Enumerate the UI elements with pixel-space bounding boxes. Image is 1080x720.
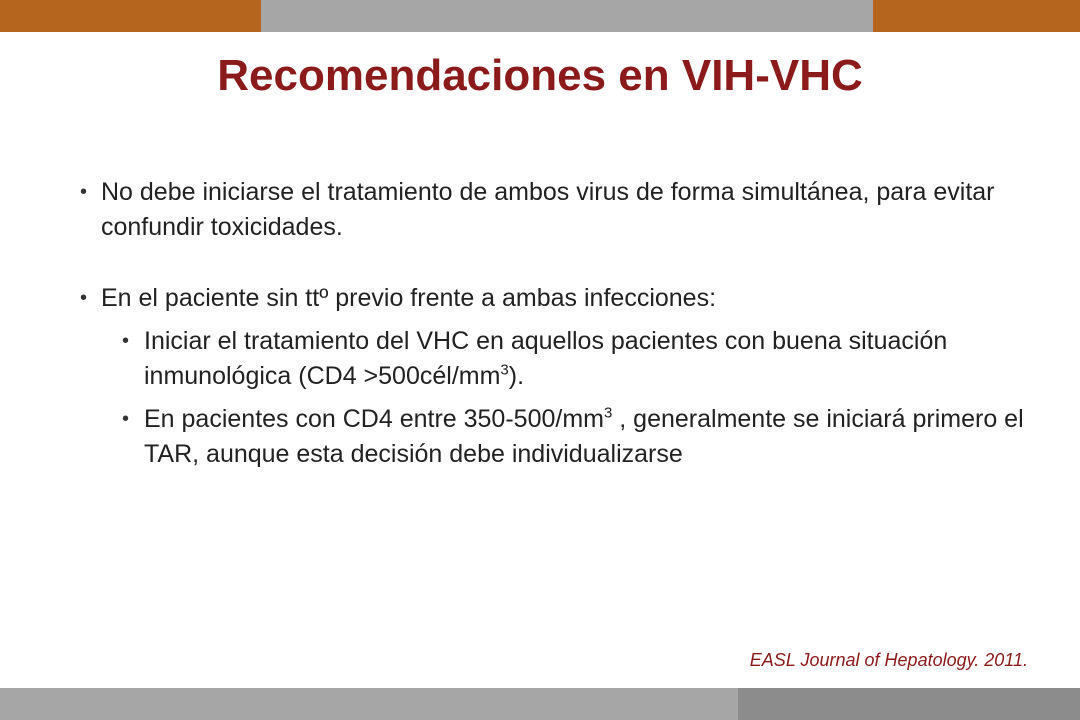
header-band-right bbox=[873, 0, 1080, 32]
slide-title: Recomendaciones en VIH-VHC bbox=[217, 51, 863, 100]
slide-body bbox=[60, 175, 1050, 472]
superscript: 3 bbox=[603, 404, 613, 422]
footer-band-left bbox=[0, 688, 738, 720]
bullet-icon: • bbox=[80, 287, 88, 309]
sub-bullet-item bbox=[60, 402, 1050, 472]
bullet-text: En el paciente sin ttº previo frente a ambas infecciones: bbox=[101, 284, 717, 312]
sub-bullet-text: Iniciar el tratamiento del VHC en aquellos pacientes con buena situación inmunológica (CD4 >500cél/mm bbox=[144, 327, 948, 390]
sub-bullet-text-end: ). bbox=[508, 362, 525, 390]
bullet-icon: • bbox=[122, 330, 130, 352]
sub-bullet-text-end: , generalmente se iniciará primero el TAR, aunque esta decisión debe individualizarse bbox=[144, 405, 1024, 468]
bullet-item bbox=[60, 281, 1050, 316]
header-band-middle bbox=[261, 0, 873, 32]
bullet-icon: • bbox=[122, 408, 130, 430]
sub-bullet-text: En pacientes con CD4 entre 350-500/mm bbox=[144, 405, 604, 433]
header-band-left bbox=[0, 0, 261, 32]
footer-band-right bbox=[738, 688, 1080, 720]
bullet-text: No debe iniciarse el tratamiento de ambos virus de forma simultánea, para evitar confundir toxicidades. bbox=[101, 178, 995, 241]
superscript: 3 bbox=[500, 361, 509, 379]
bullet-icon: • bbox=[80, 181, 88, 203]
sub-bullet-item bbox=[60, 324, 1050, 394]
citation: EASL Journal of Hepatology. 2011. bbox=[749, 650, 1028, 670]
bullet-item bbox=[60, 175, 1050, 245]
